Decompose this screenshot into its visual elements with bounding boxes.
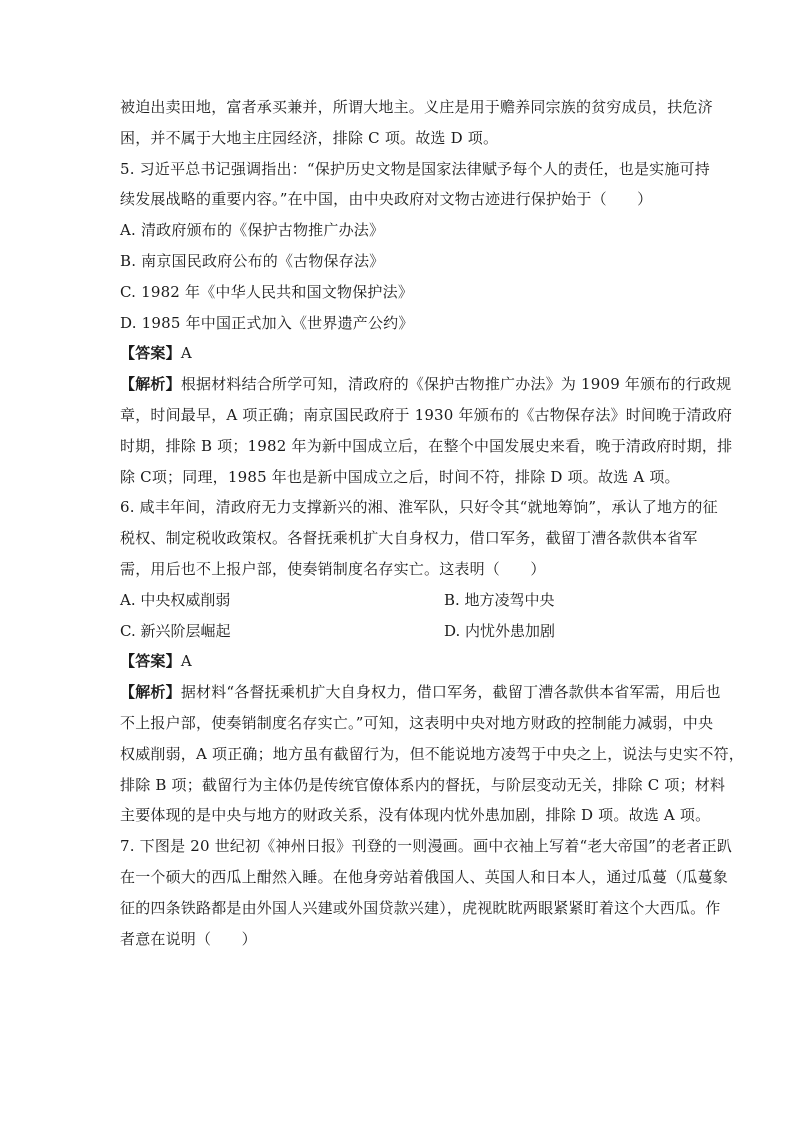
analysis-text: 根据材料结合所学可知，清政府的《保护古物推广办法》为 1909 年颁布的行政规 bbox=[180, 375, 732, 394]
option-b: B. 地方凌驾中央 bbox=[444, 590, 555, 609]
answer-tag: 【答案】 bbox=[120, 652, 181, 671]
question-5 bbox=[120, 154, 733, 493]
question-stem: 5. 习近平总书记强调指出：“保护历史文物是国家法律赋予每个人的责任，也是实施可持 bbox=[120, 159, 710, 178]
question-stem: 6. 咸丰年间，清政府无力支撑新兴的湘、淮军队，只好令其“就地筹饷”，承认了地方的征 bbox=[120, 498, 718, 517]
answer-value: A bbox=[180, 652, 192, 671]
question-stem: 需，用后也不上报户部，使奏销制度名存实亡。这表明（ ） bbox=[120, 559, 546, 578]
analysis-text: 权威削弱，A 项正确；地方虽有截留行为，但不能说地方凌驾于中央之上，说法与史实不符， bbox=[120, 744, 745, 763]
question-stem: 续发展战略的重要内容。”在中国，由中央政府对文物古迹进行保护始于（ ） bbox=[120, 190, 653, 209]
question-stem: 在一个硕大的西瓜上酣然入睡。在他身旁站着俄国人、英国人和日本人，通过瓜蔓（瓜蔓象 bbox=[120, 867, 729, 886]
analysis-line bbox=[120, 369, 732, 400]
question-stem: 税权、制定税收政策权。各督抚乘机扩大自身权力，借口军务，截留丁漕各款供本省军 bbox=[120, 529, 698, 548]
analysis-text: 主要体现的是中央与地方的财政关系，没有体现内忧外患加剧，排除 D 项。故选 A 项。 bbox=[120, 806, 711, 825]
analysis-text: 时期，排除 B 项；1982 年为新中国成立后，在整个中国发展史来看，晚于清政府时期，排 bbox=[120, 436, 733, 455]
question-stem: 征的四条铁路都是由外国人兴建或外国贷款兴建），虎视眈眈两眼紧紧盯着这个大西瓜。作 bbox=[120, 898, 721, 917]
option-a: A. 清政府颁布的《保护古物推广办法》 bbox=[120, 221, 385, 240]
options-row bbox=[120, 616, 684, 647]
option-d: D. 1985 年中国正式加入《世界遗产公约》 bbox=[120, 313, 414, 332]
question-stem: 者意在说明（ ） bbox=[120, 929, 257, 948]
option-b: B. 南京国民政府公布的《古物保存法》 bbox=[120, 251, 385, 270]
option-c: C. 新兴阶层崛起 bbox=[120, 621, 231, 640]
intro-paragraph bbox=[120, 92, 713, 154]
answer-line bbox=[120, 338, 684, 369]
options-row bbox=[120, 585, 684, 616]
question-stem: 7. 下图是 20 世纪初《神州日报》刊登的一则漫画。画中衣袖上写着“老大帝国”的老者正趴 bbox=[120, 837, 733, 856]
analysis-tag: 【解析】 bbox=[120, 683, 181, 702]
answer-tag: 【答案】 bbox=[120, 344, 181, 363]
option-d: D. 内忧外患加剧 bbox=[444, 621, 556, 640]
question-7 bbox=[120, 831, 733, 954]
analysis-text: 据材料“各督抚乘机扩大自身权力，借口军务，截留丁漕各款供本省军需，用后也 bbox=[180, 683, 721, 702]
text-line: 被迫出卖田地，富者承买兼并，所谓大地主。义庄是用于赡养同宗族的贫穷成员，扶危济 bbox=[120, 98, 713, 116]
analysis-text: 除 C项；同理，1985 年也是新中国成立之后，时间不符，排除 D 项。故选 A 项。 bbox=[120, 467, 680, 486]
answer-value: A bbox=[180, 344, 192, 363]
option-c: C. 1982 年《中华人民共和国文物保护法》 bbox=[120, 282, 414, 301]
answer-line bbox=[120, 646, 684, 677]
analysis-line bbox=[120, 677, 721, 708]
analysis-text: 排除 B 项；截留行为主体仍是传统官僚体系内的督抚，与阶层变动无关，排除 C 项；材料 bbox=[120, 775, 726, 794]
analysis-text: 章，时间最早，A 项正确；南京国民政府于 1930 年颁布的《古物保存法》时间晚于清政府 bbox=[120, 405, 733, 424]
option-a: A. 中央权威削弱 bbox=[120, 590, 231, 609]
analysis-text: 不上报户部，使奏销制度名存实亡。”可知，这表明中央对地方财政的控制能力减弱，中央 bbox=[120, 713, 714, 732]
text-line: 困，并不属于大地主庄园经济，排除 C 项。故选 D 项。 bbox=[120, 128, 499, 147]
analysis-tag: 【解析】 bbox=[120, 375, 181, 394]
question-6 bbox=[120, 492, 745, 831]
